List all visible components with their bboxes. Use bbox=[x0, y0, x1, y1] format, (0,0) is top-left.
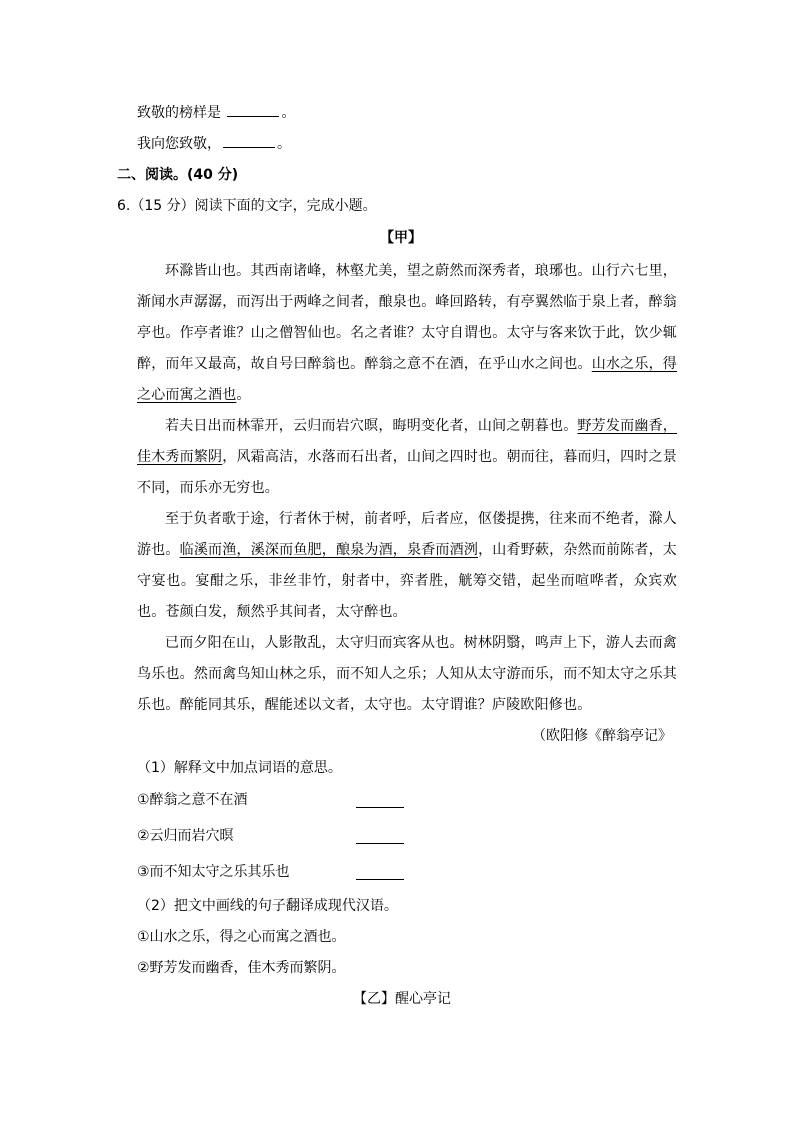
passage-jia bbox=[137, 256, 677, 721]
text-line1-end: 。 bbox=[281, 105, 296, 121]
sub-question-2-item-1: ①山水之乐，得之心而寓之酒也。 bbox=[137, 929, 346, 945]
sub-question-1-title: （1）解释文中加点词语的意思。 bbox=[137, 760, 342, 776]
passage-source: （欧阳修《醉翁亭记》 bbox=[532, 728, 672, 744]
paragraph-3: 至于负者歌于途，行者休于树，前者呼，后者应，伛偻提携，往来而不绝者，滁人游也。临溪而渔，溪深而鱼肥，酿泉为酒，泉香而酒洌，山肴野蔌，杂然而前陈者，太守宴也。宴酣之乐，非丝非竹，射者中，弈者胜，觥筹交错，起坐而喧哗者，众宾欢也。苍颜白发，颓然乎其间者，太守醉也。 bbox=[137, 511, 677, 620]
text-line2-end: 。 bbox=[277, 136, 291, 152]
text-line2: 我向您致敬， bbox=[137, 136, 221, 152]
answer-blank[interactable] bbox=[356, 867, 404, 880]
section-title: 二、阅读。(40 分) bbox=[117, 167, 239, 183]
sub-question-2-item-2: ②野芳发而幽香，佳木秀而繁阴。 bbox=[137, 960, 346, 976]
answer-blank[interactable] bbox=[227, 104, 279, 117]
answer-blank[interactable] bbox=[356, 795, 404, 808]
passage-heading-jia: 【甲】 bbox=[380, 230, 422, 246]
paragraph-2: 若夫日出而林霏开，云归而岩穴暝，晦明变化者，山间之朝暮也。野芳发而幽香，佳木秀而繁阴，风霜高洁，水落而石出者，山间之四时也。朝而往，暮而归，四时之景不同，而乐亦无穷也。 bbox=[137, 418, 677, 496]
underlined-sentence: 临溪而渔，溪深而鱼肥，酿泉为酒，泉香而酒洌 bbox=[179, 542, 479, 558]
sub-question-1-item-2: ②云归而岩穴暝 bbox=[137, 828, 234, 844]
underlined-sentence: 野芳发而幽香，佳木秀而繁阴 bbox=[137, 418, 677, 465]
paragraph-4: 已而夕阳在山，人影散乱，太守归而宾客从也。树林阴翳，鸣声上下，游人去而禽鸟乐也。然而禽鸟知山林之乐，而不知人之乐；人知从太守游而乐，而不知太守之乐其乐也。醉能同其乐，醒能述以文者，太守也。太守谓谁？庐陵欧阳修也。 bbox=[137, 635, 677, 713]
top-line-1 bbox=[137, 103, 295, 123]
underlined-sentence: 山水之乐，得之心而寓之酒也 bbox=[137, 356, 678, 403]
question-intro: 6.（15 分）阅读下面的文字，完成小题。 bbox=[117, 198, 377, 214]
top-line-2 bbox=[137, 134, 291, 154]
paragraph-1: 环滁皆山也。其西南诸峰，林壑尤美，望之蔚然而深秀者，琅琊也。山行六七里，渐闻水声潺潺，而泻出于两峰之间者，酿泉也。峰回路转，有亭翼然临于泉上者，醉翁亭也。作亭者谁？山之僧智仙也。名之者谁？太守自谓也。太守与客来饮于此，饮少辄醉，而年又最高，故自号曰醉翁也。醉翁之意不在酒，在乎山水之间也。山水之乐，得之心而寓之酒也。 bbox=[137, 263, 678, 403]
answer-blank[interactable] bbox=[223, 135, 275, 148]
answer-blank[interactable] bbox=[356, 831, 404, 844]
text-line1: 致敬的榜样是 bbox=[137, 105, 221, 121]
sub-question-1-item-3: ③而不知太守之乐其乐也 bbox=[137, 864, 290, 880]
sub-question-2-title: （2）把文中画线的句子翻译成现代汉语。 bbox=[137, 898, 398, 914]
passage-heading-yi: 【乙】醒心亭记 bbox=[353, 991, 451, 1007]
sub-question-1-item-1: ①醉翁之意不在酒 bbox=[137, 792, 248, 808]
